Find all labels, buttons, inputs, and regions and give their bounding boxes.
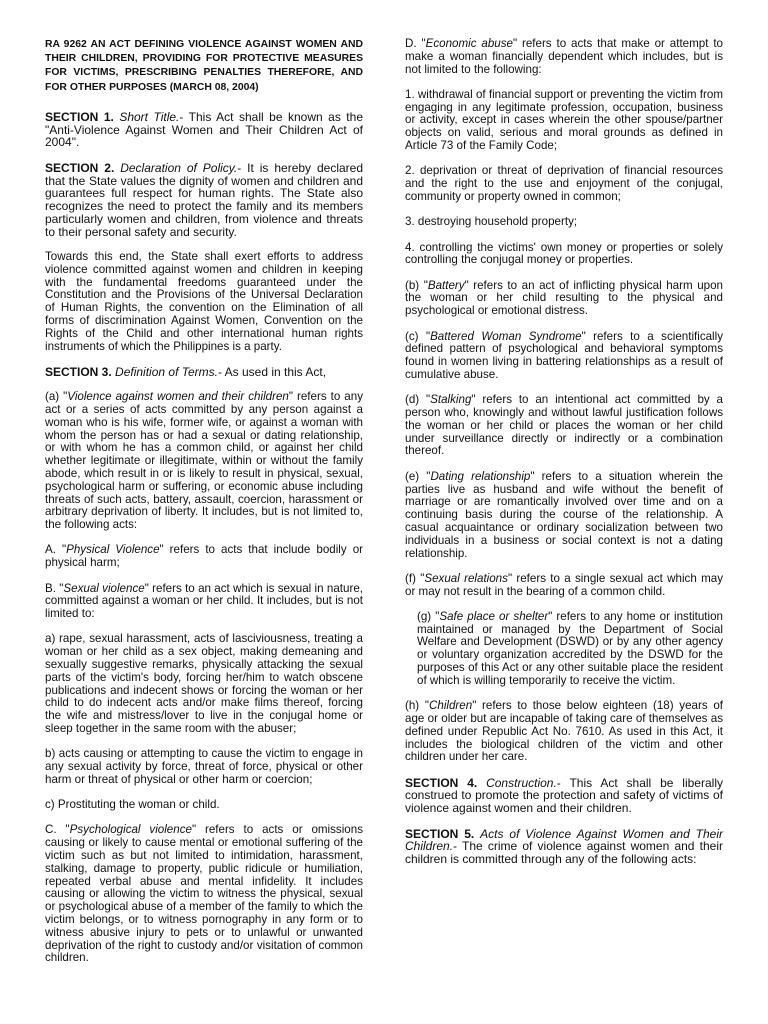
definition-D-3: 3. destroying household property; (405, 215, 578, 229)
definition-C-text: " refers to acts or omissions causing or likely to cause mental or emotional suffering of the victim such as but not limited to intimidation, harassment, stalking, damage to property, public ridicule or humiliation, repeated verbal abuse and mental infidelity. It includes causing or allowing the victim to witness the physical, sexual or psychological abuse of a member of the family to which the victim belongs, or to witness pornography in any form or to witness abusive injury to pets or to unlawful or unwanted deprivation of the right to custody and/or visitation of common children. (45, 823, 363, 965)
definition-b-term: Battery (427, 278, 465, 292)
section-5-label: SECTION 5. (405, 826, 475, 841)
definition-f-term: Sexual relations (424, 571, 508, 585)
section-2-paragraph: Towards this end, the State shall exert efforts to address violence committed against women and children in keeping with the fundamental freedoms guaranteed under the Constitution and the Provisions of the Universal Declaration of Human Rights, the convention on the Elimination of all forms of discrimination Against Women, Convention on the Rights of the Child and other international human rights instruments of which the Philippines is a party. (45, 249, 363, 353)
definition-d (405, 394, 723, 458)
definition-f-prefix: (f) " (405, 571, 425, 585)
definition-B-prefix: B. " (45, 581, 64, 595)
definition-d-term: Stalking (430, 393, 472, 407)
definition-a-term: Violence against women and their children (67, 390, 289, 404)
definition-B-b: b) acts causing or attempting to cause the victim to engage in any sexual activity by force, threat of force, physical or other harm or threat of physical or other harm or coercion; (45, 747, 363, 786)
definition-D (405, 38, 723, 76)
definition-D-4: 4. controlling the victims' own money or properties or solely controlling the conjugal money or properties. (405, 240, 723, 267)
section-3 (45, 366, 363, 379)
section-5 (405, 828, 723, 866)
definition-D-prefix: D. " (405, 37, 426, 50)
definition-a-text: " refers to any act or a series of acts committed by any person against a woman who is his wife, former wife, or against a woman with whom the person has or had a sexual or dating relationship, or with whom he has a common child, or against her child whether legitimate or illegitimate, within or without the family abode, which result in or is likely to result in physical, sexual, psychological harm or suffering, or economic abuse including threats of such acts, battery, assault, coercion, harassment or arbitrary deprivation of liberty. It includes, but is not limited to, the following acts: (45, 390, 363, 532)
definition-B-term: Sexual violence (63, 581, 145, 595)
section-1-text: - This Act shall be known as the "Anti-Violence Against Women and Their Children Act of 2004". (45, 109, 363, 150)
definition-g-term: Safe place or shelter (439, 609, 549, 623)
definition-f-text: " refers to a single sexual act which may or may not result in the bearing of a common child. (405, 571, 724, 598)
definition-a-prefix: (a) " (45, 390, 68, 404)
definition-C (45, 824, 363, 965)
definition-B (45, 583, 363, 621)
section-5-name: Acts of Violence Against Women and Their Children. (405, 826, 723, 854)
section-4-text: - This Act shall be liberally construed to promote the protection and safety of victims of violence against women and their children. (405, 775, 723, 816)
section-3-label: SECTION 3. (45, 364, 112, 379)
left-column (45, 38, 363, 978)
definition-D-text: " refers to acts that make or attempt to make a woman financially dependent which includes, but is not limited to the following: (405, 37, 723, 76)
definition-D-1: 1. withdrawal of financial support or preventing the victim from engaging in any legitimate profession, occupation, business or activity, except in cases wherein the other spouse/partner objects on valid, serious and moral grounds as defined in Article 73 of the Family Code; (405, 87, 723, 153)
definition-A-text: " refers to acts that include bodily or physical harm; (45, 543, 363, 570)
definition-h-term: Children (429, 699, 473, 713)
definition-A (45, 544, 363, 570)
section-1-label: SECTION 1. (45, 109, 114, 124)
definition-B-text: " refers to an act which is sexual in nature, committed against a woman or her child. It includes, but is not limited to: (45, 581, 363, 621)
right-column (405, 38, 723, 878)
definition-b-prefix: (b) " (405, 278, 428, 292)
definition-D-term: Economic abuse (425, 37, 513, 50)
definition-B-c: c) Prostituting the woman or child. (45, 798, 220, 812)
definition-C-prefix: C. " (45, 823, 70, 837)
section-2-label: SECTION 2. (45, 160, 115, 175)
definition-h-text: " refers to those below eighteen (18) years of age or older but are incapable of taking care of themselves as defined under Republic Act No. 7610. As used in this Act, it includes the biological children of the victim and other children under her care. (405, 699, 723, 764)
definition-D-2: 2. deprivation or threat of deprivation of financial resources and the right to the use and enjoyment of the conjugal, community or property owned in common; (405, 164, 723, 203)
definition-f (405, 573, 723, 599)
section-2 (45, 162, 363, 239)
definition-b (405, 280, 723, 318)
section-3-text: - As used in this Act, (217, 364, 327, 379)
definition-a (45, 391, 363, 532)
definition-A-term: Physical Violence (66, 543, 160, 557)
section-4-label: SECTION 4. (405, 775, 478, 790)
definition-c-term: Battered Woman Syndrome (430, 329, 582, 343)
definition-h (405, 700, 723, 764)
section-2-name: Declaration of Policy. (120, 160, 238, 175)
definition-g-prefix: (g) " (417, 609, 440, 623)
section-5-text: - The crime of violence against women and their children is committed through any of the following acts: (405, 839, 723, 867)
definition-b-text: " refers to an act of inflicting physical harm upon the woman or her child resulting to the physical and psychological or emotional distress. (405, 278, 723, 318)
definition-c-text: " refers to a scientifically defined pattern of psychological and behavioral symptoms found in women living in battering relationships as a result of cumulative abuse. (405, 329, 724, 381)
definition-g-text: " refers to any home or institution maintained or managed by the Department of Social Welfare and Development (DSWD) or by any other agency or voluntary organization accredited by the DSWD for the purposes of this Act or any other suitable place the resident of which is willing temporarily to receive the victim. (417, 609, 723, 687)
section-1 (45, 111, 363, 149)
section-4-name: Construction. (486, 775, 557, 790)
definition-c (405, 331, 723, 382)
section-2-text: - It is hereby declared that the State values the dignity of women and children and guarantees full respect for human rights. The State also recognizes the need to protect the family and its members particularly women and children, from violence and threats to their personal safety and security. (45, 160, 363, 239)
definition-e-prefix: (e) " (405, 469, 431, 483)
definition-C-term: Psychological violence (69, 823, 192, 837)
section-4 (405, 777, 723, 815)
definition-h-prefix: (h) " (405, 699, 429, 713)
definition-d-prefix: (d) " (405, 393, 431, 407)
document-title: RA 9262 AN ACT DEFINING VIOLENCE AGAINST WOMEN AND THEIR CHILDREN, PROVIDING FOR PROTECTIVE MEASURES FOR VICTIMS, PRESCRIBING PENALTIES THEREFORE, AND FOR OTHER PURPOSES (MARCH 08, 2004) (45, 39, 363, 93)
definition-e (405, 471, 723, 561)
definition-e-text: " refers to a situation wherein the parties live as husband and wife without the benefit of marriage or are romantically involved over time and on a continuing basis during the course of the relationship. A casual acquaintance or ordinary socialization between two individuals in a business or social context is not a dating relationship. (405, 469, 723, 560)
definition-A-prefix: A. " (45, 543, 67, 557)
definition-d-text: " refers to an intentional act committed by a person who, knowingly and without lawful justification follows the woman or her child or places the woman or her child under surveillance directly or indirectly or a combination thereof. (405, 393, 723, 458)
definition-g (405, 611, 723, 688)
section-3-name: Definition of Terms. (115, 364, 218, 379)
definition-e-term: Dating relationship (430, 469, 531, 483)
definition-B-a: a) rape, sexual harassment, acts of lasciviousness, treating a woman or her child as a sex object, making demeaning and sexually suggestive remarks, physically attacking the sexual parts of the victim's body, forcing her/him to watch obscene publications and indecent shows or forcing the woman or her child to do indecent acts and/or make films thereof, forcing the wife and mistress/lover to live in the conjugal home or sleep together in the same room with the abuser; (45, 632, 363, 735)
definition-c-prefix: (c) " (405, 329, 431, 343)
section-1-name: Short Title. (119, 109, 180, 124)
